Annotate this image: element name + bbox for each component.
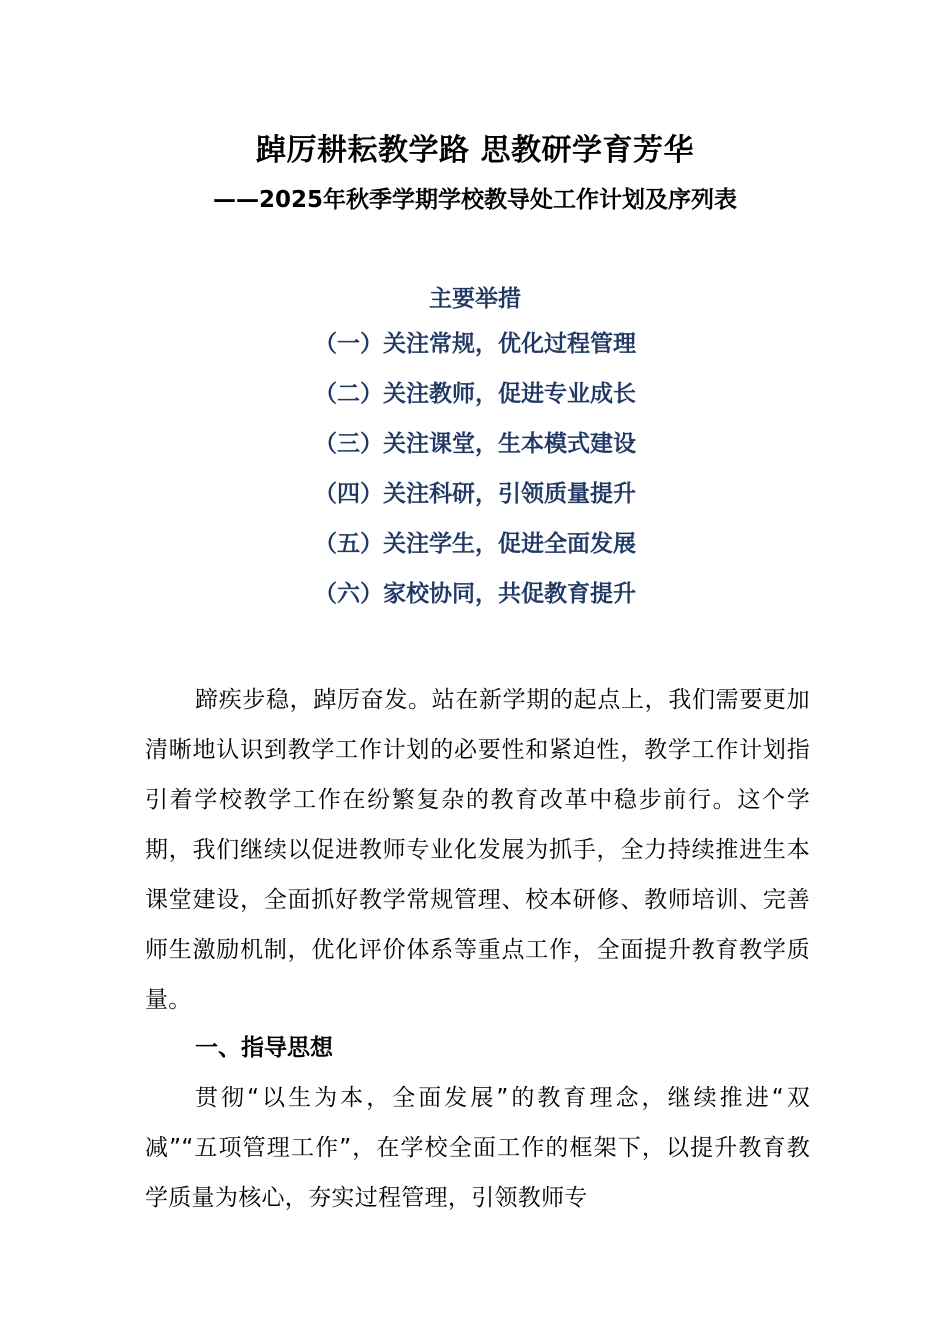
measure-item: （四）关注科研，引领质量提升 [314,481,636,507]
main-measures-heading: 主要举措 [429,286,521,312]
measure-item: （一）关注常规，优化过程管理 [314,331,636,357]
measure-item: （二）关注教师，促进专业成长 [314,381,636,407]
section-heading-guiding-ideology: 一、指导思想 [195,1035,333,1061]
intro-paragraph: 蹄疾步稳，踔厉奋发。站在新学期的起点上，我们需要更加清晰地认识到教学工作计划的必要性和紧迫性，教学工作计划指引着学校教学工作在纷繁复杂的教育改革中稳步前行。这个学期，我们继续以促进教师专业化发展为抓手，全力持续推进生本课堂建设，全面抓好教学常规管理、校本研修、教师培训、完善师生激励机制，优化评价体系等重点工作，全面提升教育教学质量。 [145,687,810,1013]
measure-item: （三）关注课堂，生本模式建设 [314,431,636,457]
document-title: 踔厉耕耘教学路 思教研学育芳华 [256,133,694,168]
measure-item: （六）家校协同，共促教育提升 [314,581,636,607]
measure-item: （五）关注学生，促进全面发展 [314,531,636,557]
main-measures-section [0,280,950,625]
document-subtitle: ——2025年秋季学期学校教导处工作计划及序列表 [212,187,737,213]
guiding-ideology-paragraph: 贯彻“以生为本，全面发展”的教育理念，继续推进“双减”“五项管理工作”，在学校全面工作的框架下，以提升教育教学质量为核心，夯实过程管理，引领教师专 [145,1085,810,1211]
